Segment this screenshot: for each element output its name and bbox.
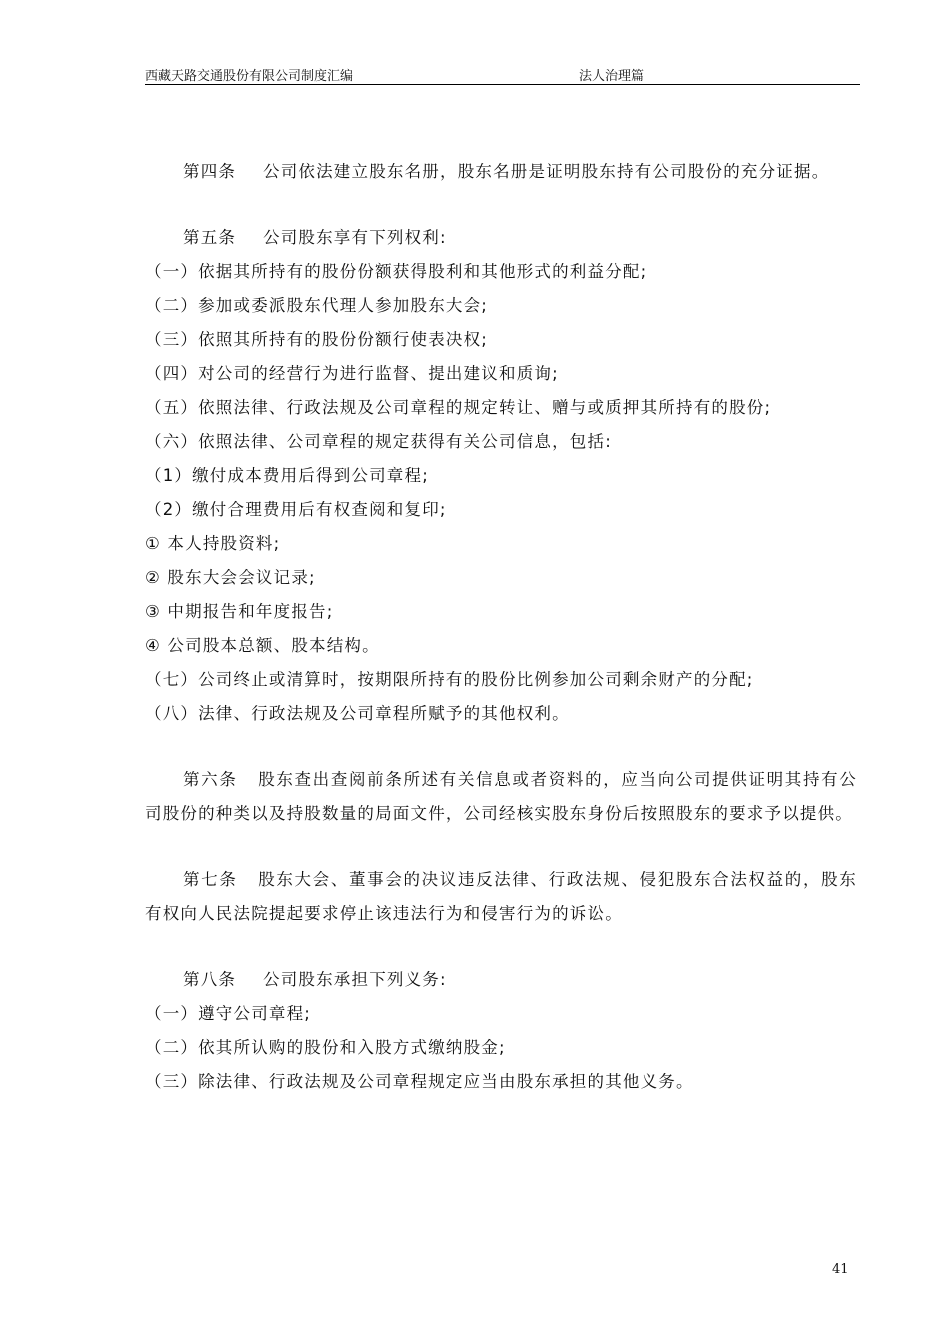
- list-item: （二）依其所认购的股份和入股方式缴纳股金;: [145, 1038, 506, 1057]
- article-5: [145, 221, 860, 255]
- paragraph-gap: [145, 731, 860, 763]
- header-company-title: 西藏天路交通股份有限公司制度汇编: [145, 69, 354, 84]
- list-item: （八）法律、行政法规及公司章程所赋予的其他权利。: [145, 704, 570, 723]
- article-5-text: 公司股东享有下列权利:: [263, 228, 447, 247]
- paragraph-gap: [145, 189, 860, 221]
- page-number: 41: [832, 1262, 849, 1277]
- article-7-text: 股东大会、董事会的决议违反法律、行政法规、侵犯股东合法权益的，股东有权向人民法院提起要求停止该违法行为和侵害行为的诉讼。: [145, 870, 857, 923]
- article-8-text: 公司股东承担下列义务:: [263, 970, 447, 989]
- list-item: （六）依照法律、公司章程的规定获得有关公司信息，包括:: [145, 432, 612, 451]
- document-body: [145, 155, 860, 1099]
- list-item: （七）公司终止或清算时，按期限所持有的股份比例参加公司剩余财产的分配;: [145, 670, 754, 689]
- list-item: （一）遵守公司章程;: [145, 1004, 312, 1023]
- article-7: [145, 863, 857, 931]
- article-7-label: 第七条: [183, 870, 238, 889]
- list-item: （五）依照法律、行政法规及公司章程的规定转让、赠与或质押其所持有的股份;: [145, 398, 772, 417]
- article-4-text: 公司依法建立股东名册，股东名册是证明股东持有公司股份的充分证据。: [263, 162, 830, 181]
- paragraph-gap: [145, 931, 860, 963]
- article-6-text: 股东查出查阅前条所述有关信息或者资料的，应当向公司提供证明其持有公司股份的种类以及持股数量的局面文件，公司经核实股东身份后按照股东的要求予以提供。: [145, 770, 857, 823]
- list-item: ① 本人持股资料;: [145, 534, 281, 553]
- list-item: ③ 中期报告和年度报告;: [145, 602, 334, 621]
- paragraph-gap: [145, 831, 860, 863]
- article-4-label: 第四条: [183, 162, 237, 181]
- list-item: ④ 公司股本总额、股本结构。: [145, 636, 380, 655]
- list-item: （一）依据其所持有的股份份额获得股利和其他形式的利益分配;: [145, 262, 648, 281]
- article-5-label: 第五条: [183, 228, 237, 247]
- list-item: （二）参加或委派股东代理人参加股东大会;: [145, 296, 489, 315]
- article-6: [145, 763, 857, 831]
- page-header: [145, 64, 860, 85]
- list-item: （1）缴付成本费用后得到公司章程;: [145, 466, 429, 485]
- article-4: [145, 155, 860, 189]
- list-item: （四）对公司的经营行为进行监督、提出建议和质询;: [145, 364, 559, 383]
- list-item: （三）除法律、行政法规及公司章程规定应当由股东承担的其他义务。: [145, 1072, 694, 1091]
- list-item: ② 股东大会会议记录;: [145, 568, 316, 587]
- list-item: （三）依照其所持有的股份份额行使表决权;: [145, 330, 489, 349]
- article-8-label: 第八条: [183, 970, 237, 989]
- article-8: [145, 963, 860, 997]
- article-6-label: 第六条: [183, 770, 238, 789]
- header-section-title: 法人治理篇: [579, 69, 645, 84]
- list-item: （2）缴付合理费用后有权查阅和复印;: [145, 500, 447, 519]
